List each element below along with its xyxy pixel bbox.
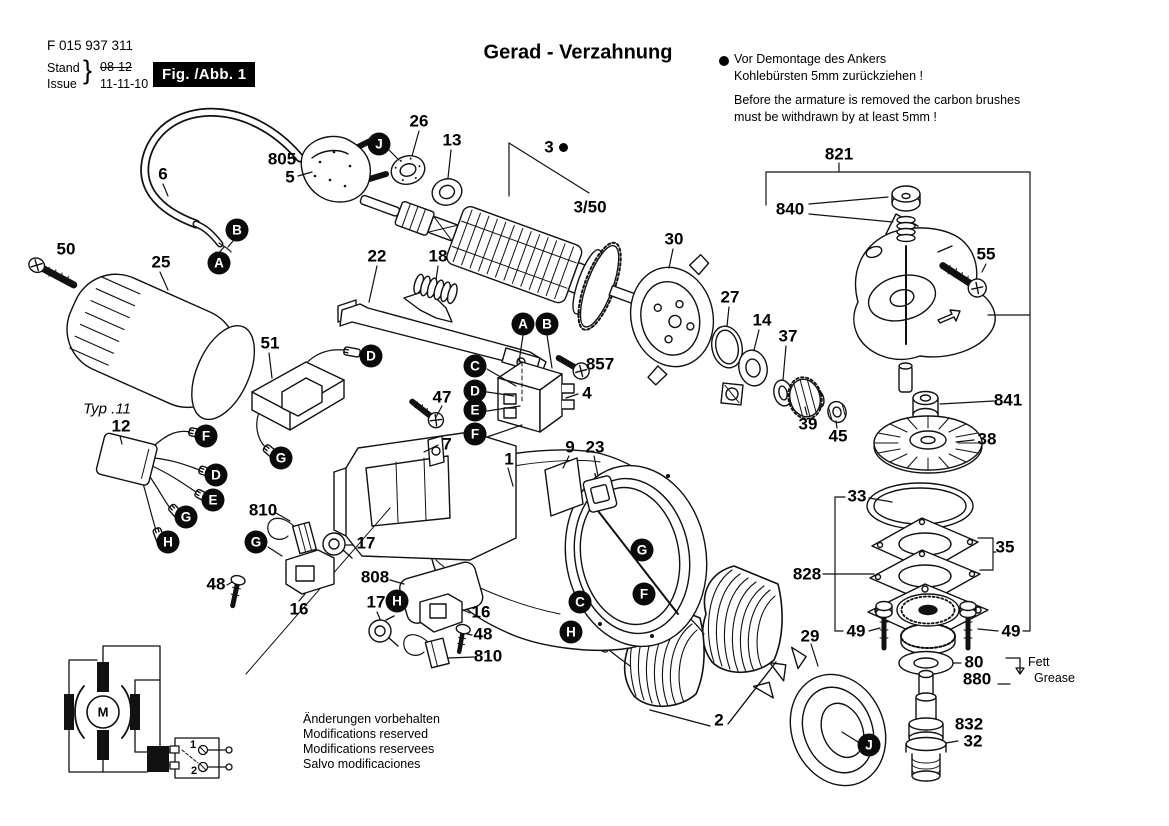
screw-49-left [876, 602, 892, 649]
part-label-810-2: 810 [473, 646, 503, 666]
connector-letter-G-3: G [245, 531, 268, 554]
key-block [721, 383, 743, 405]
part-label-828: 828 [792, 564, 822, 584]
connector-letter-B: B [226, 219, 249, 242]
connector-letter-J: J [368, 133, 391, 156]
footer-note-fr: Modifications reservees [303, 742, 435, 756]
grease-note-de: Fett [1028, 655, 1050, 669]
part-label-805: 805 [267, 149, 297, 169]
part-label-22: 22 [367, 246, 387, 266]
warning-line-3: Before the armature is removed the carbon brushes [734, 93, 1021, 107]
brace-glyph: } [83, 55, 93, 85]
part-label-47: 47 [432, 387, 452, 407]
bearing-13 [429, 175, 466, 209]
part-label-3-50: 3/50 [573, 197, 607, 217]
connector-letter-G: G [270, 447, 293, 470]
connector-letter-A-2: A [512, 313, 535, 336]
part-label-808: 808 [360, 567, 390, 587]
screw-50 [26, 255, 77, 291]
part-label-16: 16 [289, 599, 309, 619]
part-label-9: 9 [565, 437, 575, 457]
type-label: Typ .11 [83, 400, 131, 418]
switch-4 [498, 362, 574, 432]
part-label-13: 13 [442, 130, 462, 150]
motor-schematic [64, 646, 232, 778]
part-label-3: 3 [544, 137, 554, 157]
marker-dot-icon [559, 143, 568, 152]
connector-letter-H-3: H [560, 621, 583, 644]
part-label-14: 14 [752, 310, 772, 330]
connector-letter-D: D [464, 380, 487, 403]
footer-note-de: Änderungen vorbehalten [303, 712, 440, 726]
stand-label: Stand [47, 61, 80, 75]
schematic-motor-label: M [97, 704, 109, 720]
part-label-32: 32 [963, 731, 983, 751]
schematic-terminal-1: 1 [189, 739, 197, 751]
part-label-16-2: 16 [471, 602, 491, 622]
part-label-880: 880 [962, 669, 992, 689]
connector-letter-F-2: F [195, 425, 218, 448]
bevel-gear-38 [874, 416, 982, 473]
part-label-45: 45 [828, 426, 848, 446]
part-label-4: 4 [582, 383, 592, 403]
part-label-39: 39 [798, 414, 818, 434]
schematic-terminal-2: 2 [190, 765, 198, 777]
part-label-49: 49 [846, 621, 866, 641]
part-label-49-2: 49 [1001, 621, 1021, 641]
warning-line-1: Vor Demontage des Ankers [734, 52, 887, 66]
ring-26 [388, 151, 429, 188]
part-label-841: 841 [993, 390, 1023, 410]
connector-letter-J-2: J [858, 734, 881, 757]
part-label-27: 27 [720, 287, 740, 307]
part-label-7: 7 [442, 434, 452, 454]
connector-letter-H-2: H [386, 590, 409, 613]
part-label-38: 38 [977, 429, 997, 449]
spindle-32 [906, 671, 946, 782]
part-label-1: 1 [504, 449, 514, 469]
module-12 [95, 427, 215, 544]
grease-note-en: Grease [1034, 671, 1075, 685]
part-label-29: 29 [800, 626, 820, 646]
bearing-plate-30 [620, 253, 731, 387]
part-label-26: 26 [409, 111, 429, 131]
part-label-48: 48 [206, 574, 226, 594]
screw-49-right [960, 602, 976, 649]
bullet-icon [719, 56, 729, 66]
stand-value: 08-12 [100, 60, 132, 74]
connector-letter-B-2: B [536, 313, 559, 336]
document-part-number: F 015 937 311 [47, 38, 134, 53]
warning-line-2: Kohlebürsten 5mm zurückziehen ! [734, 69, 923, 83]
part-label-55: 55 [976, 244, 996, 264]
part-label-50: 50 [56, 239, 76, 259]
part-label-6: 6 [158, 164, 168, 184]
part-label-37: 37 [778, 326, 798, 346]
connector-letter-C-2: C [569, 591, 592, 614]
part-label-18: 18 [428, 246, 448, 266]
carrier-51 [252, 347, 361, 461]
connector-letter-E: E [464, 399, 487, 422]
footer-note-es: Salvo modificaciones [303, 757, 421, 771]
part-label-17: 17 [356, 533, 376, 553]
connector-letter-D-3: D [205, 464, 228, 487]
part-label-2: 2 [714, 710, 724, 730]
part-label-17-2: 17 [366, 592, 386, 612]
part-label-5: 5 [285, 167, 295, 187]
nut-45 [826, 400, 849, 425]
part-label-30: 30 [664, 229, 684, 249]
issue-value: 11-11-10 [100, 77, 149, 91]
part-label-23: 23 [585, 437, 605, 457]
connector-letter-H: H [157, 531, 180, 554]
power-cord [145, 112, 300, 259]
connector-letter-D-2: D [360, 345, 383, 368]
part-label-821: 821 [824, 144, 854, 164]
connector-letter-C: C [464, 355, 487, 378]
part-label-51: 51 [260, 333, 280, 353]
part-label-832: 832 [954, 714, 984, 734]
part-label-12: 12 [111, 416, 131, 436]
part-label-35: 35 [995, 537, 1015, 557]
page-title: Gerad - Verzahnung [483, 41, 673, 64]
connector-letter-G-4: G [631, 539, 654, 562]
issue-label: Issue [47, 77, 77, 91]
connector-letter-F: F [464, 423, 487, 446]
part-label-25: 25 [151, 252, 171, 272]
part-label-33: 33 [847, 486, 867, 506]
connector-letter-F-3: F [633, 583, 656, 606]
part-label-48-2: 48 [473, 624, 493, 644]
part-label-810: 810 [248, 500, 278, 520]
warning-line-4: must be withdrawn by at least 5mm ! [734, 110, 937, 124]
footer-note-en: Modifications reserved [303, 727, 429, 741]
part-label-80: 80 [964, 652, 984, 672]
figure-badge: Fig. /Abb. 1 [153, 62, 255, 87]
part-label-857: 857 [585, 354, 615, 374]
connector-letter-A: A [208, 252, 231, 275]
part-label-840: 840 [775, 199, 805, 219]
connector-letter-E-2: E [202, 489, 225, 512]
connector-letter-G-2: G [175, 506, 198, 529]
